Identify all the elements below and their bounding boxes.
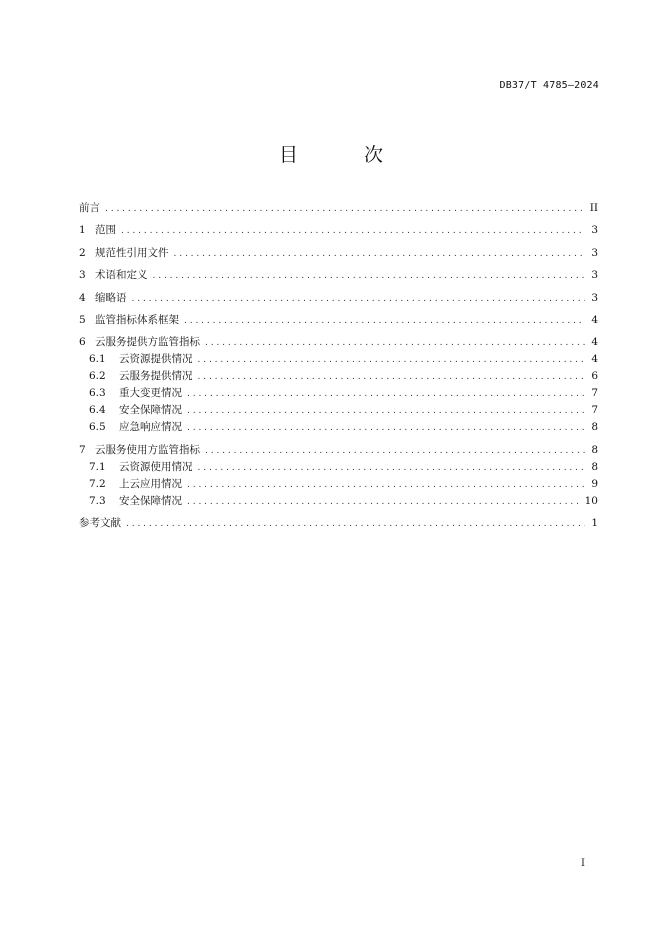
toc-dot-leader xyxy=(126,516,585,533)
toc-entry-label: 缩略语 xyxy=(95,291,127,304)
toc-entry-number: 5 xyxy=(79,313,86,326)
toc-entry[interactable] xyxy=(79,334,598,351)
toc-dot-leader xyxy=(198,460,586,477)
toc-entry-number: 4 xyxy=(79,291,86,304)
toc-entry-label: 安全保障情况 xyxy=(119,404,182,417)
toc-entry[interactable] xyxy=(79,515,598,532)
toc-entry-label: 前言 xyxy=(79,202,100,214)
toc-entry-label: 云服务提供方监管指标 xyxy=(95,336,200,349)
toc-entry[interactable] xyxy=(79,419,598,436)
toc-dot-leader xyxy=(205,443,585,460)
toc-dot-leader xyxy=(198,352,586,369)
toc-entry[interactable] xyxy=(79,385,598,402)
toc-entry-number: 7 xyxy=(79,443,86,456)
toc-dot-leader xyxy=(187,420,585,437)
toc-entry-number: 6.2 xyxy=(89,370,106,383)
toc-entry-page: 8 xyxy=(591,421,598,434)
toc-entry[interactable] xyxy=(79,402,598,419)
toc-entry-label: 参考文献 xyxy=(79,517,121,530)
toc-entry-label: 云资源使用情况 xyxy=(119,460,193,473)
toc-dot-leader xyxy=(198,369,586,386)
toc-entry-label: 重大变更情况 xyxy=(119,387,182,400)
toc-entry-label: 云服务提供情况 xyxy=(119,370,193,383)
toc-entry-page: 4 xyxy=(591,336,598,349)
toc-entry-number: 6 xyxy=(79,336,86,349)
toc-entry-label: 云资源提供情况 xyxy=(119,353,193,366)
toc-entry-number: 7.3 xyxy=(89,494,106,507)
toc-dot-leader xyxy=(187,494,582,511)
toc-entry-label: 上云应用情况 xyxy=(119,477,182,490)
toc-entry[interactable] xyxy=(79,459,598,476)
document-code: DB37/T 4785—2024 xyxy=(499,80,599,91)
toc-entry-number: 1 xyxy=(79,224,86,237)
toc-dot-leader xyxy=(174,246,586,263)
toc-entry-label: 安全保障情况 xyxy=(119,494,182,507)
toc-entry-label: 规范性引用文件 xyxy=(95,246,169,259)
toc-entry-label: 术语和定义 xyxy=(95,269,148,282)
toc-entry-page: 7 xyxy=(591,404,598,417)
toc-entry[interactable] xyxy=(79,493,598,510)
toc-entry-page: 3 xyxy=(591,246,598,259)
toc-dot-leader xyxy=(184,313,585,330)
footer-page-number: I xyxy=(581,858,585,869)
toc-dot-leader xyxy=(187,403,585,420)
toc-entry[interactable] xyxy=(79,290,598,307)
toc-entry-number: 3 xyxy=(79,269,86,282)
toc-dot-leader xyxy=(132,291,586,308)
toc-entry-page: 7 xyxy=(591,387,598,400)
toc-entry-page: 8 xyxy=(591,443,598,456)
toc-entry-page: 9 xyxy=(591,477,598,490)
toc-entry-page: 1 xyxy=(591,517,598,530)
toc-entry-label: 云服务使用方监管指标 xyxy=(95,443,200,456)
toc-entry-number: 6.5 xyxy=(89,421,106,434)
toc-title: 目 次 xyxy=(278,144,414,166)
toc-entry[interactable] xyxy=(79,245,598,262)
toc-dot-leader xyxy=(187,386,585,403)
toc-entry-label: 范围 xyxy=(95,224,116,237)
toc-entry-number: 7.1 xyxy=(89,460,106,473)
toc-entry-page: 4 xyxy=(591,313,598,326)
toc-entry[interactable] xyxy=(79,368,598,385)
toc-entry-number: 6.3 xyxy=(89,387,106,400)
toc-dot-leader xyxy=(153,268,586,285)
toc-entry-number: 2 xyxy=(79,246,86,259)
toc-entry-page: 3 xyxy=(591,269,598,282)
toc-dot-leader xyxy=(121,223,585,240)
toc-entry[interactable] xyxy=(79,267,598,284)
toc-entry[interactable] xyxy=(79,200,598,217)
toc-entry-page: II xyxy=(589,202,598,214)
toc-entry-page: 10 xyxy=(584,494,598,507)
toc-dot-leader xyxy=(205,335,585,352)
toc-entry-number: 6.4 xyxy=(89,404,106,417)
toc-entry-number: 7.2 xyxy=(89,477,106,490)
toc-entry-page: 4 xyxy=(591,353,598,366)
toc-entry[interactable] xyxy=(79,351,598,368)
toc-entry[interactable] xyxy=(79,222,598,239)
toc-entry-page: 6 xyxy=(591,370,598,383)
toc-dot-leader xyxy=(105,201,585,218)
toc-entry[interactable] xyxy=(79,442,598,459)
table-of-contents xyxy=(79,200,598,532)
toc-entry-page: 3 xyxy=(591,291,598,304)
toc-entry-page: 8 xyxy=(591,460,598,473)
toc-entry-page: 3 xyxy=(591,224,598,237)
toc-entry[interactable] xyxy=(79,476,598,493)
toc-entry-label: 监管指标体系框架 xyxy=(95,313,179,326)
toc-dot-leader xyxy=(187,477,585,494)
toc-entry[interactable] xyxy=(79,312,598,329)
toc-entry-number: 6.1 xyxy=(89,353,106,366)
toc-entry-label: 应急响应情况 xyxy=(119,421,182,434)
